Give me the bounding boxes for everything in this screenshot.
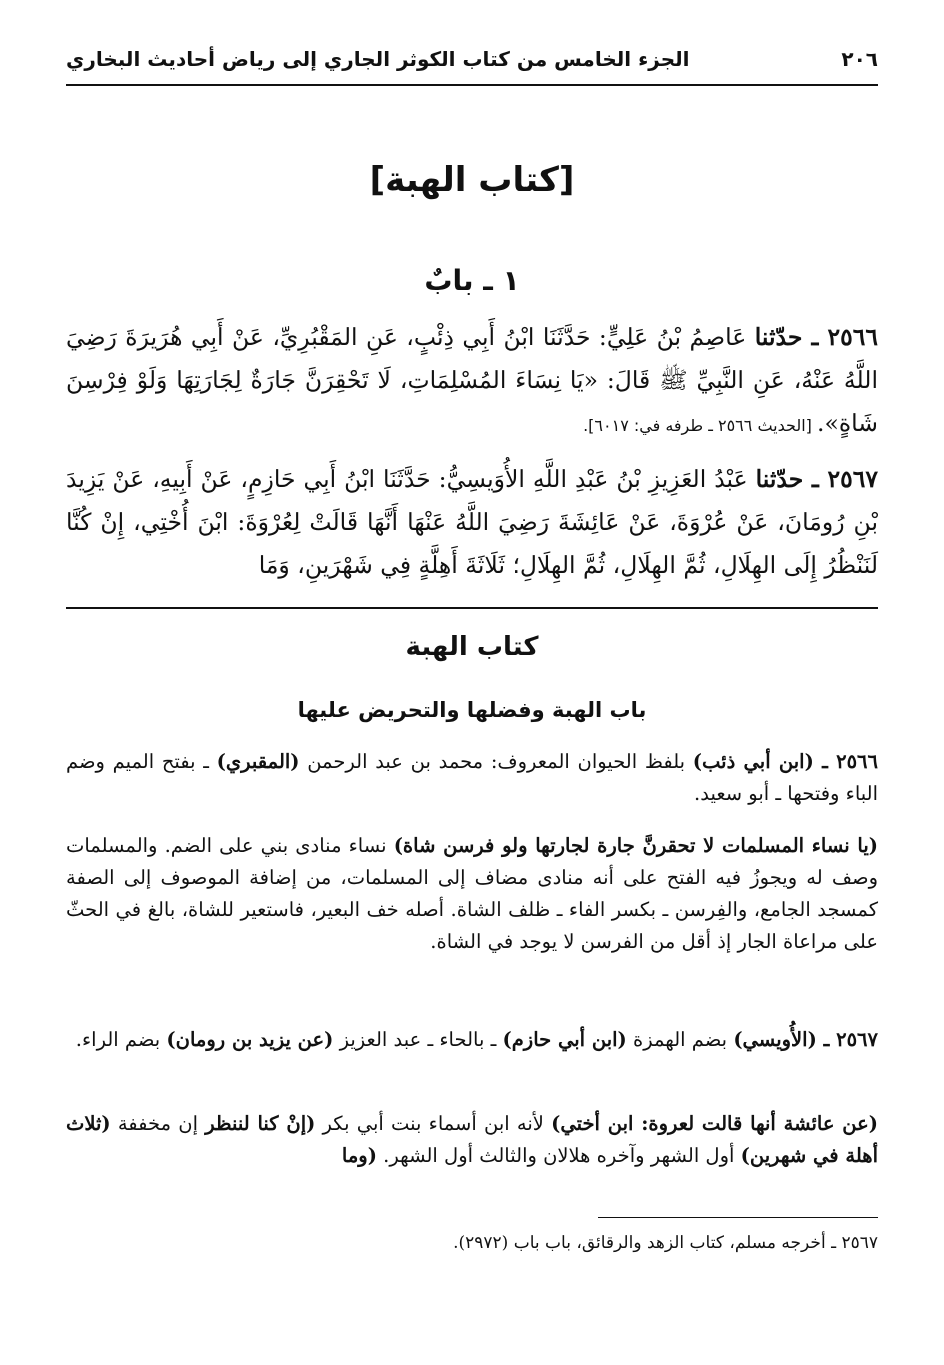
running-header xyxy=(66,40,878,78)
paragraph-text: أول الشهر وآخره هلالان والثالث أول الشهر. xyxy=(376,1144,741,1167)
bold-term: (يا نساء المسلمات لا تحقرنَّ جارة لجارتها ولو فرسن شاة) xyxy=(393,834,879,857)
page-number: ٢٠٦ xyxy=(841,47,878,71)
header-rule xyxy=(66,84,878,86)
hadith-lead: ٢٥٦٧ ـ حدّثنا xyxy=(755,465,878,493)
commentary-title: كتاب الهبة xyxy=(405,632,539,662)
hadith-reference: [الحديث ٢٥٦٦ ـ طرفه في: ٦٠١٧]. xyxy=(583,416,817,435)
paragraph-text: لأنه ابن أسماء بنت أبي بكر xyxy=(315,1112,552,1135)
commentary-paragraph xyxy=(66,830,878,958)
paragraph-text: إن مخففة xyxy=(110,1112,206,1135)
bold-term: (ثلاث أهلة في شهرين) xyxy=(66,1112,878,1167)
paragraph-text: بضم الهمزة xyxy=(626,1028,734,1051)
bold-term: (الأُويسي) xyxy=(733,1028,817,1051)
bold-term: (ابن أبي ذئب) xyxy=(692,750,814,773)
bold-term: (ابن أبي حازم) xyxy=(502,1028,627,1051)
commentary-paragraph xyxy=(66,1108,878,1172)
footnote: ٢٥٦٧ ـ أخرجه مسلم، كتاب الزهد والرقائق، باب باب (٢٩٧٢). xyxy=(453,1233,878,1253)
paragraph-text: بضم الراء. xyxy=(75,1028,167,1051)
entry-number: ٢٥٦٦ ـ xyxy=(813,750,879,773)
paragraph-text: ـ بالحاء ـ عبد العزيز xyxy=(333,1028,503,1051)
bold-term: (عن يزيد بن رومان) xyxy=(166,1028,334,1051)
bold-term: (عن عائشة أنها قالت لعروة: ابن أختي) xyxy=(551,1112,878,1135)
hadith-2566 xyxy=(66,316,878,447)
commentary-paragraph xyxy=(66,1024,878,1056)
footnote-rule xyxy=(598,1217,878,1218)
paragraph-text: ـ بفتح الميم وضم الباء وفتحها ـ أبو سعيد. xyxy=(66,750,878,805)
running-title: الجزء الخامس من كتاب الكوثر الجاري إلى رياض أحاديث البخاري xyxy=(66,47,690,71)
chapter-heading: ١ ـ بابٌ xyxy=(424,264,520,297)
bold-term: (المقبري) xyxy=(216,750,300,773)
hadith-text: عَاصِمُ بْنُ عَلِيٍّ: حَدَّثَنَا ابْنُ أَبِي ذِئْبٍ، عَنِ المَقْبُرِيِّ، عَنْ أَبِي هُرَيرَةَ رَضِيَ اللَّهُ عَنْهُ، عَنِ النَّبِيِّ ﷺ قَالَ: «يَا نِسَاءَ المُسْلِمَاتِ، لَا تَحْقِرَنَّ جَارَةٌ لِجَارَتِهَا وَلَوْ فِرْسِنَ شَاةٍ». xyxy=(66,323,878,437)
bold-term: (وما xyxy=(341,1144,377,1167)
hadith-lead: ٢٥٦٦ ـ حدّثنا xyxy=(754,323,878,351)
hadith-2567 xyxy=(66,458,878,587)
entry-number: ٢٥٦٧ ـ xyxy=(816,1028,878,1051)
section-divider xyxy=(66,607,878,609)
book-title: [كتاب الهبة] xyxy=(369,160,575,200)
hadith-text: عَبْدُ العَزِيزِ بْنُ عَبْدِ اللَّهِ الأُوَيسِيُّ: حَدَّثَنَا ابْنُ أَبِي حَازِمٍ، عَنْ أَبِيهِ، عَنْ يَزِيدَ بْنِ رُومَانَ، عَنْ عُرْوَةَ، عَنْ عَائِشَةَ رَضِيَ اللَّهُ عَنْهَا أَنَّهَا قَالَتْ لِعُرْوَةَ: ابْنَ أُخْتِي، إِنْ كُنَّا لَنَنْظُرُ إِلَى الهِلَالِ، ثُمَّ الهِلَالِ، ثُمَّ الهِلَالِ؛ ثَلَاثَةَ أَهِلَّةٍ فِي شَهْرَينِ، وَمَا xyxy=(66,465,878,579)
commentary-subtitle: باب الهبة وفضلها والتحريض عليها xyxy=(297,698,647,722)
paragraph-text: نساء منادى بني على الضم. والمسلمات وصف له ويجوزُ فيه الفتح على أنه منادى مضاف إلى المسلمات، من إضافة الموصوف إلى الصفة كمسجد الجامع، والفِرسن ـ بكسر الفاء ـ ظلف الشاة. أصله خف البعير، فاستعير للشاة، بالغ في الحثّ على مراعاة الجار إذ أقل من الفرسن لا يوجد في الشاة. xyxy=(66,834,878,953)
bold-term: (إنْ كنا لننظر xyxy=(205,1112,316,1135)
commentary-paragraph xyxy=(66,746,878,810)
paragraph-text: بلفظ الحيوان المعروف: محمد بن عبد الرحمن xyxy=(299,750,693,773)
